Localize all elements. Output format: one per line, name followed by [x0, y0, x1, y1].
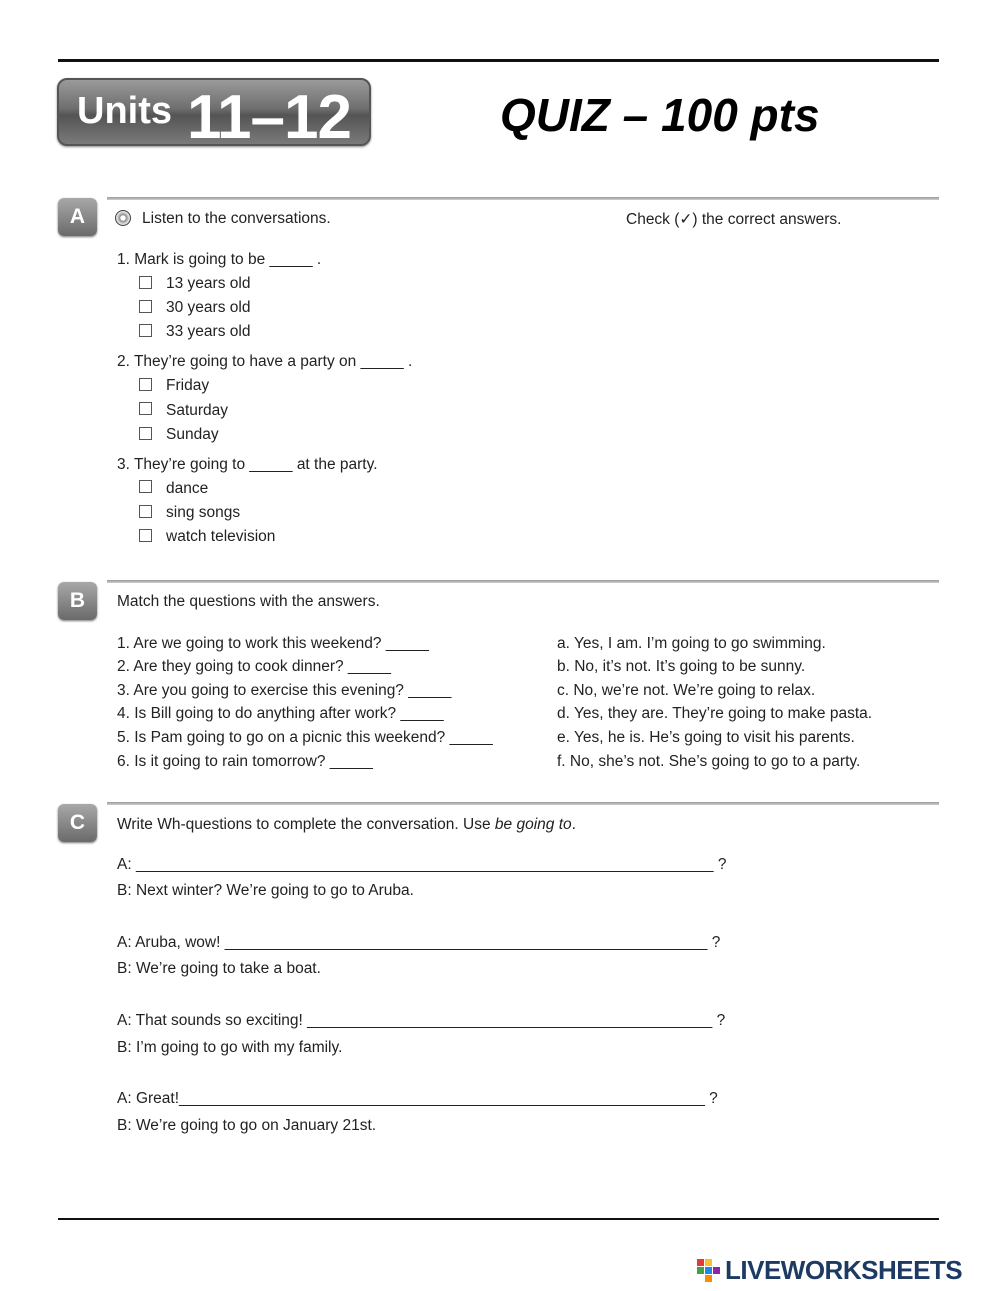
checkbox[interactable] [139, 300, 152, 313]
conversation-line-b: B: We’re going to go on January 21st. [117, 1117, 377, 1134]
conversation-line-b: B: Next winter? We’re going to go to Aruba. [117, 882, 414, 899]
checkbox[interactable] [139, 276, 152, 289]
question-a1: 1. Mark is going to be _____ . [117, 251, 322, 268]
option-label: Friday [166, 377, 210, 394]
option-label: dance [166, 480, 209, 497]
match-answer: c. No, we’re not. We’re going to relax. [557, 682, 816, 699]
quiz-title: QUIZ – 100 pts [500, 89, 820, 141]
section-a-instruction-right: Check (✓) the correct answers. [626, 211, 842, 228]
match-answer: f. No, she’s not. She’s going to go to a party. [557, 753, 861, 770]
section-a-instruction: Listen to the conversations. [142, 210, 331, 227]
conversation-line-b: B: We’re going to take a boat. [117, 960, 321, 977]
checkbox[interactable] [139, 427, 152, 440]
checkbox[interactable] [139, 505, 152, 518]
match-question[interactable]: 5. Is Pam going to go on a picnic this weekend? _____ [117, 729, 493, 746]
units-word: Units [77, 90, 172, 132]
match-question[interactable]: 3. Are you going to exercise this evening? _____ [117, 682, 452, 699]
units-number: 11–12 [187, 83, 351, 152]
section-c-instruction-suffix: . [571, 816, 576, 833]
option-label: Sunday [166, 426, 219, 443]
section-b-divider [107, 580, 939, 583]
checkbox[interactable] [139, 529, 152, 542]
section-c-instruction-italic: be going to [494, 816, 572, 833]
units-badge [57, 78, 371, 152]
match-answer: d. Yes, they are. They’re going to make pasta. [557, 705, 873, 722]
match-answer: b. No, it’s not. It’s going to be sunny. [557, 658, 806, 675]
section-c-instruction-prefix: Write Wh-questions to complete the conversation. Use [117, 816, 495, 833]
section-c-divider [107, 802, 939, 805]
conversation-line-a[interactable]: A: ___________________________________________________________________ ? [117, 856, 727, 873]
conversation-line-a[interactable]: A: That sounds so exciting! _______________________________________________ ? [117, 1012, 726, 1029]
bottom-rule [58, 1218, 939, 1220]
logo-text: LIVEWORKSHEETS [725, 1255, 963, 1285]
match-question[interactable]: 2. Are they going to cook dinner? _____ [117, 658, 392, 675]
section-c-badge: C [58, 804, 97, 842]
match-answer: a. Yes, I am. I’m going to go swimming. [557, 635, 826, 652]
match-question[interactable]: 4. Is Bill going to do anything after work? _____ [117, 705, 444, 722]
option-label: 13 years old [166, 275, 251, 292]
conversation-line-b: B: I’m going to go with my family. [117, 1039, 343, 1056]
checkbox[interactable] [139, 378, 152, 391]
match-question[interactable]: 1. Are we going to work this weekend? _____ [117, 635, 429, 652]
checkbox[interactable] [139, 480, 152, 493]
option-label: sing songs [166, 504, 241, 521]
section-b-badge: B [58, 582, 97, 620]
section-a-badge: A [58, 198, 97, 236]
option-label: Saturday [166, 402, 229, 419]
audio-icon[interactable] [115, 210, 131, 226]
section-b-instruction: Match the questions with the answers. [117, 593, 380, 610]
option-label: 30 years old [166, 299, 251, 316]
section-c-instruction [117, 816, 576, 834]
checkbox[interactable] [139, 402, 152, 415]
match-answer: e. Yes, he is. He’s going to visit his parents. [557, 729, 855, 746]
option-label: 33 years old [166, 323, 251, 340]
question-a3: 3. They’re going to _____ at the party. [117, 456, 378, 473]
conversation-line-a[interactable]: A: Aruba, wow! ________________________________________________________ ? [117, 934, 721, 951]
section-a-divider [107, 197, 939, 200]
checkbox[interactable] [139, 324, 152, 337]
question-a2: 2. They’re going to have a party on _____ . [117, 353, 413, 370]
match-question[interactable]: 6. Is it going to rain tomorrow? _____ [117, 753, 373, 770]
top-rule [58, 59, 939, 62]
option-label: watch television [166, 528, 276, 545]
conversation-line-a[interactable]: A: Great!_____________________________________________________________ ? [117, 1090, 718, 1107]
